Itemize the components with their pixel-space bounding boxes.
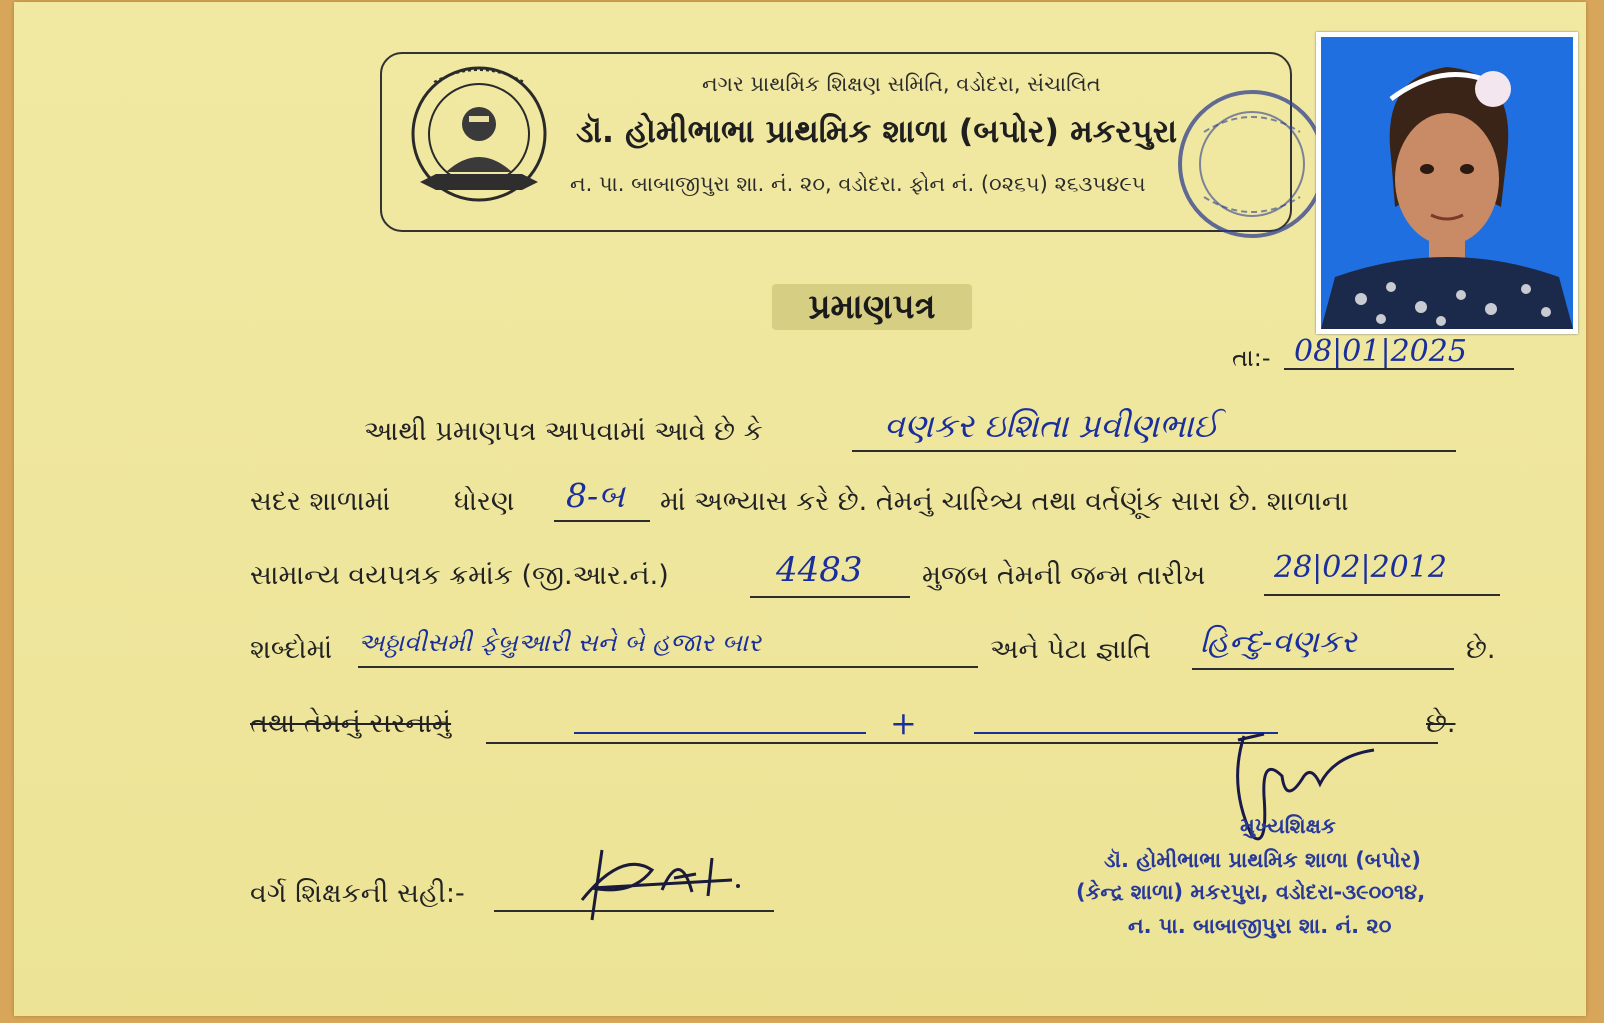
- school-stamp-icon: [1174, 72, 1324, 262]
- birth-date-words: અઠ્ઠાવીસમી ફેબ્રુઆરી સને બે હજાર બાર: [358, 628, 762, 657]
- certificate-paper: [14, 2, 1586, 1016]
- committee-line: નગર પ્રાથમિક શિક્ષણ સમિતિ, વડોદરા, સંચાલિત: [702, 72, 1101, 96]
- principal-address: (કેન્દ્ર શાળા) મકરપુરા, વડોદરા-૩૯૦૦૧૪,: [1076, 880, 1426, 904]
- address-label: તથા તેમનું સરનામું: [250, 708, 452, 739]
- caste-value: હિન્દુ-વણકર: [1200, 624, 1357, 660]
- line4-end: છે.: [1466, 634, 1496, 665]
- birth-date-words-underline: [358, 666, 978, 668]
- gr-label: સામાન્ય વયપત્રક ક્રમાંક (જી.આર.નં.): [250, 560, 669, 591]
- class-teacher-label: વર્ગ શિક્ષકની સહી:-: [250, 878, 465, 909]
- intro-text: આથી પ્રમાણપત્ર આપવામાં આવે છે કે: [364, 416, 763, 447]
- standard-underline: [554, 520, 650, 522]
- school-address: ન. પા. બાબાજીપુરા શા. નં. ૨૦, વડોદરા. ફોન નં. (૦૨૬૫) ૨૬૩૫૪૯૫: [570, 172, 1146, 196]
- student-name: વણકર ઇશિતા પ્રવીણભાઈ: [884, 406, 1219, 445]
- line5-end: છે.: [1426, 708, 1456, 739]
- character-text: માં અભ્યાસ કરે છે. તેમનું ચારિત્ર્ય તથા વર્તણૂંક સારા છે. શાળાના: [660, 486, 1349, 517]
- class-teacher-signature-icon: [562, 840, 762, 930]
- date-value: 08|01|2025: [1294, 334, 1467, 369]
- school-name: ડૉ. હોમીભાભા પ્રાથમિક શાળા (બપોર) મકરપુરા: [576, 112, 1178, 150]
- date-underline: [1284, 368, 1514, 370]
- birth-date: 28|02|2012: [1274, 550, 1447, 585]
- birth-date-underline: [1264, 594, 1500, 596]
- address-mark: +: [890, 704, 917, 742]
- caste-underline: [1192, 668, 1454, 670]
- principal-ward: ન. પા. બાબાજીપુરા શા. નં. ૨૦: [1128, 914, 1392, 938]
- principal-school: ડૉ. હોમીભાભા પ્રાથમિક શાળા (બપોર): [1104, 848, 1422, 872]
- school-label: સદર શાળામાં: [250, 486, 391, 517]
- student-name-underline: [852, 450, 1456, 452]
- words-label: શબ્દોમાં: [250, 634, 333, 665]
- caste-label: અને પેટા જ્ઞાતિ: [990, 634, 1151, 665]
- address-strike-left: [574, 732, 866, 734]
- standard-value: 8-બ: [566, 476, 625, 515]
- gr-underline: [750, 596, 910, 598]
- school-emblem-icon: [406, 64, 552, 210]
- date-label: તા:-: [1232, 344, 1271, 372]
- birth-date-label: મુજબ તેમની જન્મ તારીખ: [922, 560, 1206, 591]
- standard-label: ધોરણ: [454, 486, 515, 517]
- gr-number: 4483: [776, 550, 863, 590]
- certificate-title: પ્રમાણપત્ર: [772, 284, 972, 330]
- student-photo: [1316, 32, 1578, 334]
- principal-title: મુખ્યશિક્ષક: [1240, 814, 1336, 838]
